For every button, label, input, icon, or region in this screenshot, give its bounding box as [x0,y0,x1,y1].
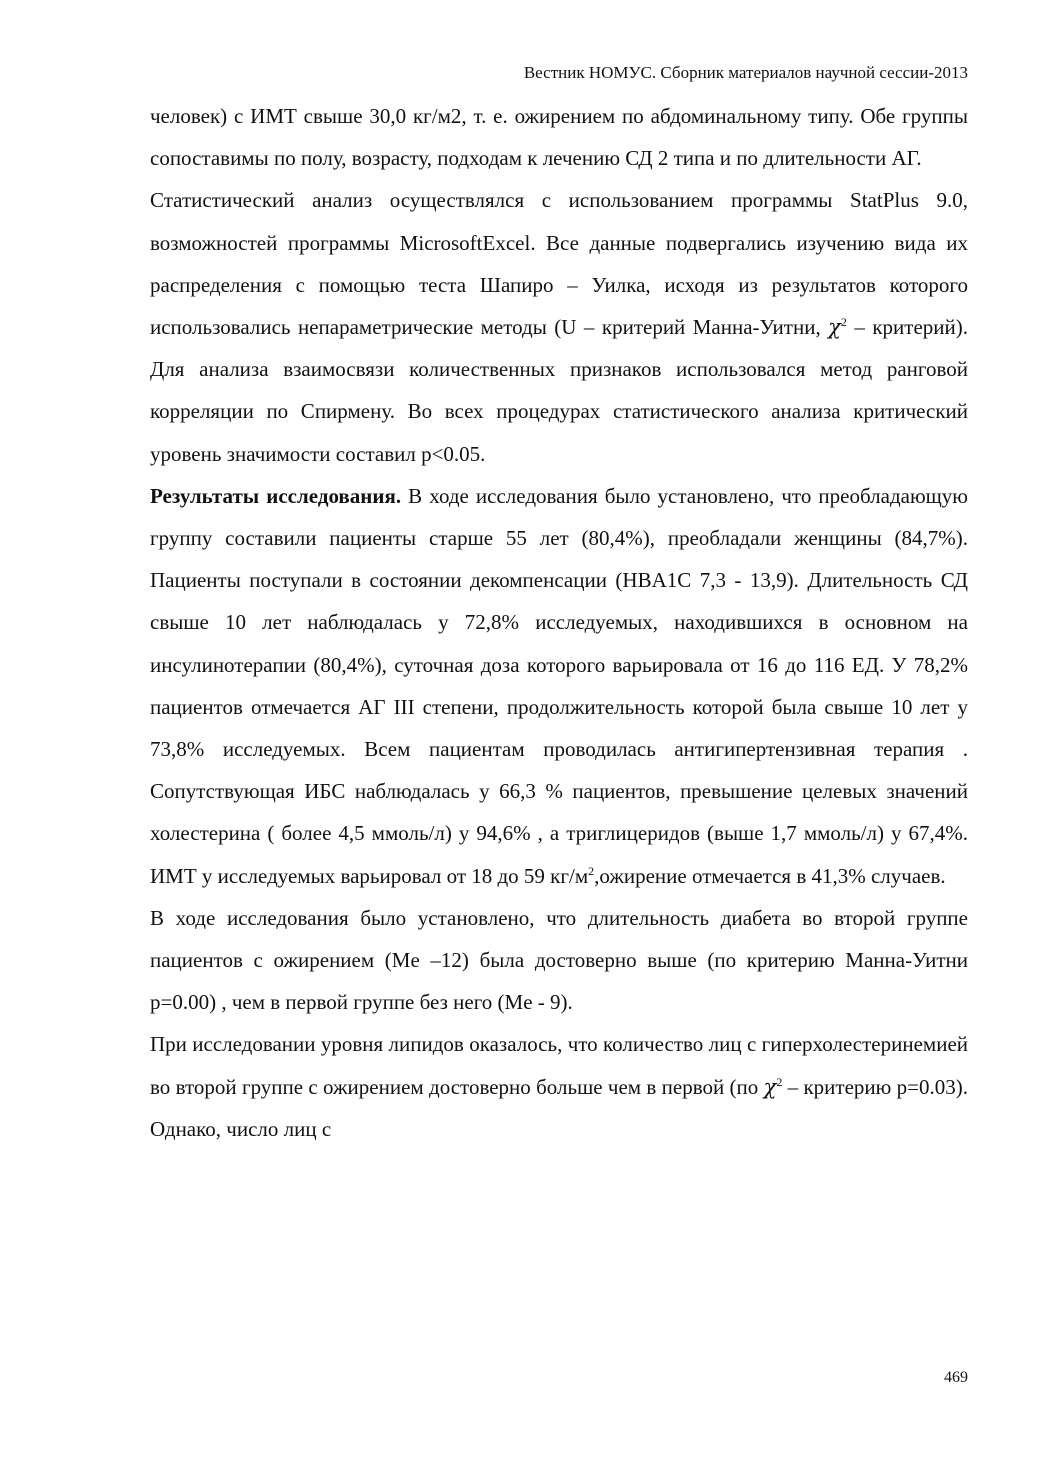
paragraph-groups-comparison: человек) с ИМТ свыше 30,0 кг/м2, т. е. ожирением по абдоминальному типу. Обе группы сопоставимы по полу, возрасту, подходам к лечению СД 2 типа и по длительности АГ. [150,104,968,171]
paragraph-lipids [150,1023,968,1150]
superscript: 2 [776,1074,783,1089]
paragraph-diabetes-duration: В ходе исследования было установлено, что длительность диабета во второй группе пациентов с ожирением (Me –12) была достоверно выше (по критерию Манна-Уитни p=0.00) , чем в первой группе без него (Me - 9). [150,905,968,1015]
text-fragment: При исследовании уровня липидов оказалось, что количество лиц с гиперхолестеринемией во второй группе с ожирением достоверно больше чем в первой (по [150,1032,968,1099]
text-fragment: В ходе исследования было установлено, что преобладающую группу составили пациенты старше 55 лет (80,4%), преобладали женщины (84,7%). Пациенты поступали в состоянии декомпенсации (HBA1C 7,3 - 13,9). Длительность СД свыше 10 лет наблюдалась у 72,8% исследуемых, находившихся в основном на инсулинотерапии (80,4%), суточная доза которого варьировала от 16 до 116 ЕД. У 78,2% пациентов отмечается АГ III степени, продолжительность которой была свыше 10 лет у 73,8% исследуемых. Всем пациентам проводилась антигипертензивная терапия . Сопутствующая ИБС наблюдалась у 66,3 % пациентов, превышение целевых значений холестерина ( более 4,5 ммоль/л) у 94,6% , а триглицеридов (выше 1,7 ммоль/л) у 67,4%. ИМТ у исследуемых варьировал от 18 до 59 кг/м [150,483,968,888]
superscript: 2 [840,315,847,330]
section-heading-results: Результаты исследования. [150,483,402,508]
text-fragment: ,ожирение отмечается в 41,3% случаев. [594,863,946,888]
superscript: 2 [588,863,595,878]
text-fragment: – критерию p=0.03). Однако, число лиц с [150,1074,969,1141]
paragraph-statistical-analysis [150,179,968,474]
chi-symbol: χ [763,1074,777,1099]
page-number: 469 [944,1369,968,1386]
paragraph-results [150,475,968,897]
running-header: Вестник НОМУС. Сборник материалов научной сессии-2013 [523,63,968,82]
body-text [150,95,968,1150]
text-fragment: Статистический анализ осуществлялся с использованием программы StatPlus 9.0, возможностей программы MicrosoftExcel. Все данные подвергались изучению вида их распределения с помощью теста Шапиро – Уилка, исходя из результатов которого использовались непараметрические методы (U – критерий Манна-Уитни, [150,188,968,340]
text-fragment: – критерий). Для анализа взаимосвязи количественных признаков использовался метод ранговой корреляции по Спирмену. Во всех процедурах статистического анализа критический уровень значимости составил p<0.05. [150,315,968,466]
chi-symbol: χ [828,315,841,340]
